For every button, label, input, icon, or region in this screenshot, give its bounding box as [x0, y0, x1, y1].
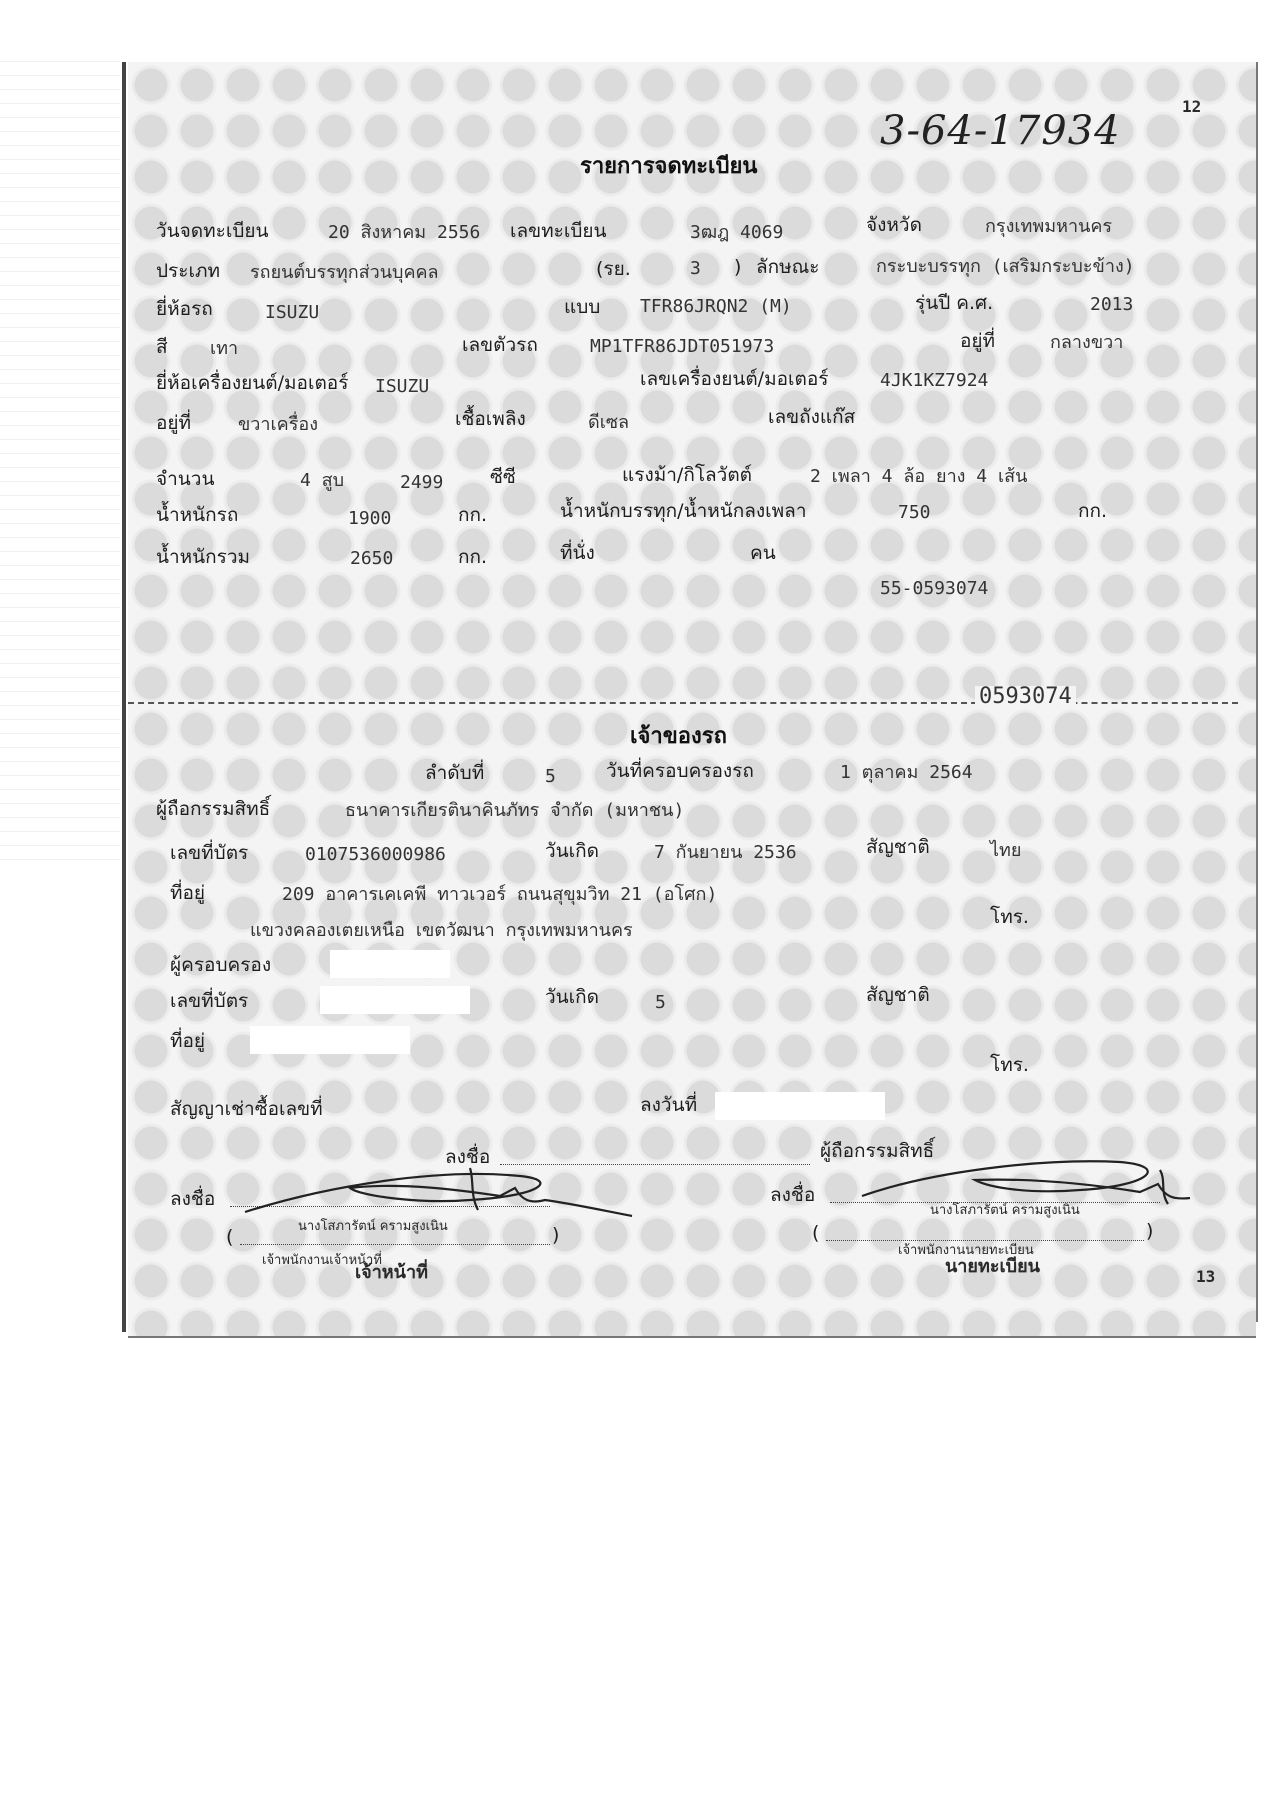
- total-weight-label: น้ำหนักรวม: [156, 546, 251, 568]
- left-name-line: [240, 1244, 550, 1245]
- possession-date-label: วันที่ครอบครองรถ: [606, 760, 754, 782]
- left-paren-open: (: [226, 1226, 234, 1248]
- type-label: ประเภท: [156, 260, 221, 282]
- owner-title: เจ้าของรถ: [630, 723, 727, 749]
- reg-date-value: 20 สิงหาคม 2556: [328, 222, 481, 243]
- occupant-label: ผู้ครอบครอง: [170, 954, 272, 976]
- tel-label: โทร.: [990, 906, 1029, 928]
- signed-date-label: ลงวันที่: [640, 1094, 698, 1116]
- holder-value: ธนาคารเกียรตินาคินภัทร จำกัด (มหาชน): [345, 800, 685, 821]
- order-label: ลำดับที่: [425, 762, 485, 784]
- total-weight-unit: กก.: [458, 546, 488, 568]
- vin-label: เลขตัวรถ: [462, 334, 538, 356]
- weight-value: 1900: [348, 508, 392, 529]
- left-officer-name: นางโสภารัตน์ ครามสูงเนิน: [298, 1219, 448, 1234]
- cylinder-value: 4 สูบ: [300, 470, 345, 491]
- left-signature-icon: [245, 1168, 632, 1216]
- color-value: เทา: [210, 338, 239, 359]
- nationality-label: สัญชาติ: [866, 836, 930, 858]
- axle-value: 2 เพลา 4 ล้อ ยาง 4 เส้น: [810, 466, 1028, 487]
- color-label: สี: [156, 336, 168, 358]
- possession-date-value: 1 ตุลาคม 2564: [840, 762, 973, 783]
- load-unit: กก.: [1078, 500, 1108, 522]
- id-label: เลขที่บัตร: [170, 842, 249, 864]
- weight-unit: กก.: [458, 504, 488, 526]
- sign-label-c: ลงชื่อ: [770, 1184, 816, 1206]
- order-value: 5: [545, 766, 556, 787]
- cc-value: 2499: [400, 472, 444, 493]
- ry-label: (รย.: [596, 258, 631, 280]
- engine-number-value: 4JK1KZ7924: [880, 370, 989, 391]
- address-line-1: 209 อาคารเคเคพี ทาวเวอร์ ถนนสุขุมวิท 21 (อโศก): [282, 884, 718, 905]
- cc-label: ซีซี: [490, 466, 516, 488]
- seat-label: ที่นั่ง: [560, 542, 595, 564]
- id-value: 0107536000986: [305, 844, 446, 865]
- document-number: 55-0593074: [880, 578, 989, 599]
- address-label: ที่อยู่: [170, 882, 206, 904]
- year-value: 2013: [1090, 294, 1134, 315]
- engine-brand-value: ISUZU: [375, 376, 430, 397]
- occupant-birth-value: 5: [655, 992, 666, 1013]
- style-label: ลักษณะ: [756, 256, 820, 278]
- ry-value: 3: [690, 258, 701, 279]
- right-signature-caption: นายทะเบียน: [945, 1256, 1040, 1277]
- plate-label: เลขทะเบียน: [510, 220, 607, 242]
- occupant-id-label: เลขที่บัตร: [170, 990, 249, 1012]
- right-signature-icon: [862, 1161, 1190, 1204]
- brand-value: ISUZU: [265, 302, 320, 323]
- load-value: 750: [898, 502, 931, 523]
- vin-value: MP1TFR86JDT051973: [590, 336, 775, 357]
- left-signature-caption: เจ้าหน้าที่: [355, 1262, 428, 1283]
- model-label: แบบ: [564, 296, 601, 318]
- serial-number: 0593074: [975, 686, 1076, 708]
- model-value: TFR86JRQN2 (M): [640, 296, 792, 317]
- occupant-tel-label: โทร.: [990, 1054, 1029, 1076]
- plate-value: 3ฒฎ 4069: [690, 222, 784, 243]
- fuel-label: เชื้อเพลิง: [455, 408, 526, 430]
- seat-unit: คน: [750, 542, 776, 564]
- holder-label: ผู้ถือกรรมสิทธิ์: [156, 798, 271, 820]
- handwritten-reference: 3-64-17934: [880, 108, 1121, 154]
- style-value: กระบะบรรทุก (เสริมกระบะข้าง): [876, 256, 1135, 277]
- reg-date-label: วันจดทะเบียน: [156, 220, 269, 242]
- year-label: รุ่นปี ค.ศ.: [915, 292, 994, 314]
- province-label: จังหวัด: [866, 214, 922, 236]
- load-label: น้ำหนักบรรทุก/น้ำหนักลงเพลา: [560, 500, 807, 522]
- fuel-value: ดีเซล: [588, 412, 630, 433]
- sign-label-b: ลงชื่อ: [170, 1188, 216, 1210]
- left-paren-close: ): [552, 1224, 560, 1246]
- lease-contract-label: สัญญาเช่าซื้อเลขที่: [170, 1098, 323, 1120]
- occupant-nationality-label: สัญชาติ: [866, 984, 930, 1006]
- engine-brand-label: ยี่ห้อเครื่องยนต์/มอเตอร์: [156, 372, 349, 394]
- count-label: จำนวน: [156, 468, 215, 490]
- engine-number-label: เลขเครื่องยนต์/มอเตอร์: [640, 368, 829, 390]
- left-officer-role: เจ้าพนักงานเจ้าหน้าที่: [262, 1253, 382, 1268]
- occupant-address-label: ที่อยู่: [170, 1030, 206, 1052]
- province-value: กรุงเทพมหานคร: [985, 216, 1113, 237]
- occupant-birth-label: วันเกิด: [545, 986, 599, 1008]
- right-officer-role: เจ้าพนักงานนายทะเบียน: [898, 1243, 1034, 1258]
- birth-value: 7 กันยายน 2536: [654, 842, 797, 863]
- vin-location-value: กลางขวา: [1050, 332, 1124, 353]
- sign-label-a: ลงชื่อ: [445, 1146, 491, 1168]
- type-value: รถยนต์บรรทุกส่วนบุคคล: [250, 262, 439, 283]
- page-number-bottom: 13: [1196, 1267, 1216, 1286]
- gas-tank-label: เลขถังแก๊ส: [768, 406, 856, 428]
- engine-location-value: ขวาเครื่อง: [238, 414, 318, 435]
- horsepower-label: แรงม้า/กิโลวัตต์: [622, 464, 753, 486]
- right-paren-open: (: [812, 1222, 820, 1244]
- engine-location-label: อยู่ที่: [156, 412, 192, 434]
- right-officer-name: นางโสภารัตน์ ครามสูงเนิน: [930, 1203, 1080, 1218]
- birth-label: วันเกิด: [545, 840, 599, 862]
- page-number-top: 12: [1182, 97, 1202, 116]
- weight-label: น้ำหนักรถ: [156, 504, 239, 526]
- holder-caption: ผู้ถือกรรมสิทธิ์: [820, 1140, 935, 1162]
- brand-label: ยี่ห้อรถ: [156, 298, 213, 320]
- right-paren-close: ): [1146, 1220, 1154, 1242]
- vin-location-label: อยู่ที่: [960, 330, 996, 352]
- address-line-2: แขวงคลองเตยเหนือ เขตวัฒนา กรุงเทพมหานคร: [250, 920, 633, 941]
- nationality-value: ไทย: [990, 840, 1022, 861]
- ry-close: ): [734, 256, 742, 278]
- total-weight-value: 2650: [350, 548, 394, 569]
- registration-title: รายการจดทะเบียน: [580, 153, 758, 179]
